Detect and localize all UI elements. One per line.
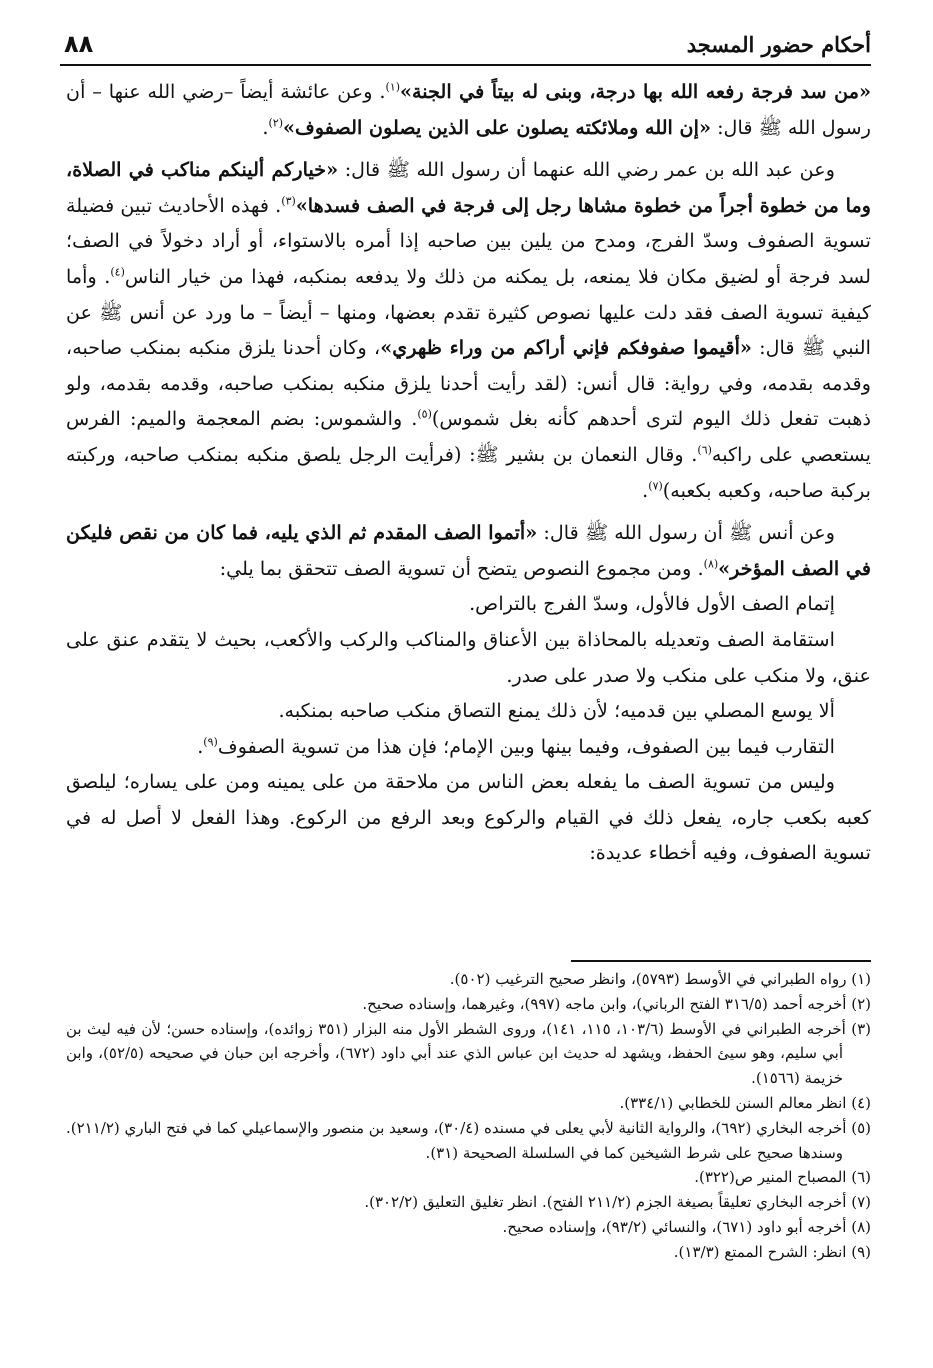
hadith-quote: «إن الله وملائكته يصلون على الذين يصلون الصفوف» (283, 115, 711, 139)
footnote-3: (٣) أخرجه الطبراني في الأوسط (١٠٣/٦، ١١٥، ١٤١)، وروى الشطر الأول منه البزار (٣٥١ زوائده)، وإسناده حسن؛ لأن فيه ليث بن أبي سليم، وهو سيئ الحفظ، ويشهد له حديث ابن عباس الذي عند أبي داود (٦٧٢)، وأخرجه ابن حبان في صحيحه (٥٢/٥)، وابن خزيمة (١٥٦٦). (66, 1019, 871, 1088)
footnote-ref-9: (٩) (203, 735, 218, 749)
footnote-ref: (٧) (648, 479, 663, 493)
running-title: أحكام حضور المسجد (686, 32, 871, 57)
text-run: . فهذه الأحاديث تبين فضيلة تسوية الصفوف وسدّ الفرج، ومدح من يلين بين صاحبه إذا أمره بالاستواء، أو أراد دخولاً في الصف؛ لسد فرجة أو لضيق مكان فلا يمنعه، بل يمكنه من ذلك ولا يدفعه بمنكبه، فهذا من خيار الناس (66, 193, 871, 288)
footnote-ref: (٦) (697, 443, 712, 457)
list-item-2: استقامة الصف وتعديله بالمحاذاة بين الأعناق والمناكب والركب والأكعب، بحيث لا يتقدم عنق على عنق، ولا منكب على منكب ولا صدر على صدر. (66, 627, 871, 687)
paragraph-1 (66, 74, 871, 145)
text-run: . والشموس: بضم المعجمة والميم: الفرس يستعصي على راكبه (66, 407, 871, 466)
text-run: . (642, 478, 649, 502)
footnote-5: (٥) أخرجه البخاري (٦٩٢)، والرواية الثانية لأبي يعلى في مسنده (٣٠/٤)، وسعيد بن منصور والإسماعيلي كما في فتح الباري (٢١١/٢). وسندها صحيح على شرط الشيخين كما في السلسلة الصحيحة (٣١). (66, 1118, 871, 1162)
footnote-6: (٦) المصباح المنير ص(٣٢٢). (694, 1168, 871, 1187)
hadith-quote: «خياركم ألينكم مناكب في الصلاة، وما من خطوة أجراً من خطوة مشاها رجل إلى فرجة في الصف فسدها» (66, 158, 871, 217)
paragraph-2 (66, 152, 871, 508)
footnote-ref: (٣) (281, 194, 296, 208)
paragraph-3 (66, 515, 871, 586)
footnote-2: (٢) أخرجه أحمد (٣١٦/٥ الفتح الرباني)، وابن ماجه (٩٩٧)، وغيرهما، وإسناده صحيح. (362, 994, 871, 1013)
text-run: . وأما كيفية تسوية الصف فقد دلت عليها نصوص كثيرة تقدم بعضها، ومنها – أيضاً – ما ورد عن أنس ﷺ عن النبي ﷺ قال: (66, 264, 871, 360)
page-number: ٨٨ (64, 30, 94, 58)
footnote-separator (571, 960, 871, 962)
page-header (60, 30, 871, 66)
footnote-8: (٨) أخرجه أبو داود (٦٧١)، والنسائي (٩٣/٢)، وإسناده صحيح. (502, 1217, 871, 1236)
hadith-quote: «من سد فرجة رفعه الله بها درجة، وبنى له بيتاً في الجنة» (400, 80, 871, 103)
paragraph-4: وليس من تسوية الصف ما يفعله بعض الناس من ملاحقة من على يمينه ومن على يساره؛ ليلصق كعبه بكعب جاره، يفعل ذلك في القيام والركوع وبعد الرفع من الركوع. وهذا الفعل لا أصل له في تسوية الصفوف، وفيه أخطاء عديدة: (66, 770, 871, 865)
footnote-ref: (٢) (268, 116, 283, 130)
text-run: . وقال النعمان بن بشير ﷺ: (فرأيت الرجل يلصق منكبه بمنكب صاحبه، وركبته بركبة صاحبه، وكعبه بكعبه) (66, 442, 871, 502)
footnote-ref: (١) (385, 80, 401, 94)
list-item-4-text: التقارب فيما بين الصفوف، وفيما بينها وبين الإمام؛ فإن هذا من تسوية الصفوف (217, 734, 835, 758)
text-run: . (262, 115, 269, 139)
text-run: . وعن عائشة أيضاً –رضي الله عنها – أن رسول الله ﷺ قال: (66, 80, 871, 139)
hadith-quote: «أقيموا صفوفكم فإني أراكم من وراء ظهري» (380, 336, 752, 360)
footnote-ref: (٨) (703, 557, 719, 571)
text-run: وعن أنس ﷺ أن رسول الله ﷺ قال: (537, 521, 835, 545)
footnote-ref: (٤) (110, 265, 125, 279)
list-item-3: ألا يوسع المصلي بين قدميه؛ لأن ذلك يمنع التصاق منكب صاحبه بمنكبه. (278, 699, 835, 723)
main-text (66, 74, 871, 871)
hadith-quote: «أتموا الصف المقدم ثم الذي يليه، فما كان من نقص فليكن في الصف المؤخر» (66, 521, 871, 580)
text-run: وعن عبد الله بن عمر رضي الله عنهما أن رسول الله ﷺ قال: (338, 158, 835, 182)
footnote-1: (١) رواه الطبراني في الأوسط (٥٧٩٣)، وانظر صحيح الترغيب (٥٠٢). (449, 970, 871, 988)
footnote-9: (٩) انظر: الشرح الممتع (١٣/٣). (673, 1242, 871, 1261)
text-run: . ومن مجموع النصوص يتضح أن تسوية الصف تتحقق بما يلي: (219, 556, 704, 580)
list-item-4: التقارب فيما بين الصفوف، وفيما بينها وبين الإمام؛ فإن هذا من تسوية الصفوف$^{(٩)}$. (197, 734, 835, 758)
footnote-ref: (٥) (417, 407, 432, 421)
footnote-7: (٧) أخرجه البخاري تعليقاً بصيغة الجزم (٢١١/٢ الفتح). انظر تغليق التعليق (٣٠٢/٢). (364, 1193, 871, 1212)
footnote-4: (٤) انظر معالم السنن للخطابي (٣٣٤/١). (619, 1093, 871, 1112)
footnotes (66, 967, 871, 1265)
list-item-1: إتمام الصف الأول فالأول، وسدّ الفرج بالتراص. (469, 592, 835, 616)
text-run: ، وكان أحدنا يلزق منكبه بمنكب صاحبه، وقدمه بقدمه، وفي رواية: قال أنس: (لقد رأيت أحدنا يلزق منكبه بمنكب صاحبه، وقدمه بقدمه، ولو ذهبت تفعل ذلك اليوم لترى أحدهم كأنه بغل شموس) (66, 336, 871, 431)
